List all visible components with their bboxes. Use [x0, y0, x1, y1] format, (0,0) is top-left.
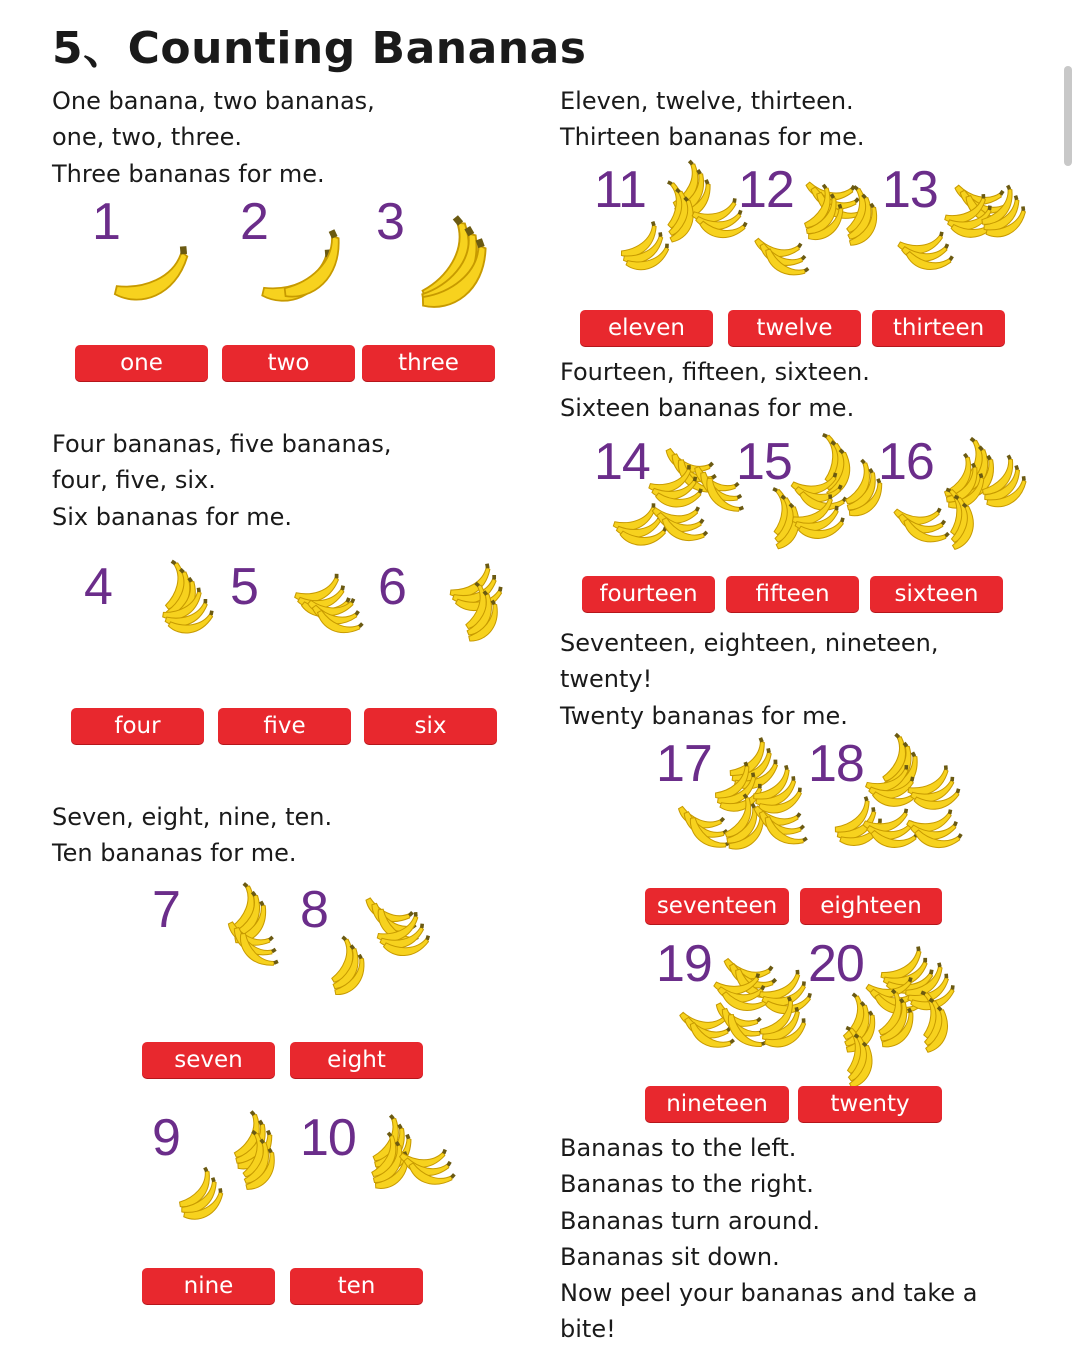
verse-line: Seven, eight, nine, ten.	[52, 803, 333, 831]
number-digit: 16	[878, 433, 934, 491]
number-digit: 18	[808, 735, 864, 793]
verse-line: twenty!	[560, 665, 653, 694]
number-digit: 6	[378, 558, 406, 616]
number-card-18	[808, 735, 948, 868]
number-card-10	[300, 1109, 440, 1242]
number-card-15	[736, 433, 876, 566]
verse-line: Bananas to the right.	[560, 1170, 814, 1199]
verse-line: Now peel your bananas and take a	[560, 1279, 978, 1308]
number-digit: 20	[808, 935, 864, 993]
number-card-4	[84, 558, 224, 691]
verse-line: bite!	[560, 1315, 616, 1344]
number-word-label: fourteen	[582, 576, 715, 612]
number-word-label: thirteen	[872, 310, 1005, 346]
number-card-7	[152, 881, 292, 1014]
number-digit: 2	[240, 193, 268, 251]
verse-6	[560, 625, 939, 734]
number-digit: 1	[92, 193, 120, 251]
banana-bunch-icon	[398, 215, 499, 313]
verse-line: Seventeen, eighteen, nineteen,	[560, 629, 939, 657]
number-digit: 10	[300, 1109, 356, 1167]
number-digit: 19	[656, 935, 712, 993]
banana-bunch-icon	[862, 802, 918, 857]
banana-bunch-icon	[753, 222, 810, 286]
banana-icon	[615, 221, 663, 259]
verse-line: Bananas to the left.	[560, 1134, 797, 1162]
number-word-label: eleven	[580, 310, 713, 346]
number-word-label: eight	[290, 1042, 423, 1078]
number-card-3	[376, 193, 516, 326]
number-word-label: seven	[142, 1042, 275, 1078]
number-card-2	[240, 193, 380, 326]
verse-line: Bananas sit down.	[560, 1242, 780, 1271]
number-digit: 7	[152, 881, 180, 939]
verse-line: Three bananas for me.	[52, 159, 325, 188]
number-card-14	[594, 433, 734, 566]
number-digit: 13	[882, 161, 938, 219]
number-digit: 9	[152, 1109, 180, 1167]
verse-line: Thirteen bananas for me.	[560, 123, 865, 152]
number-word-label: five	[218, 708, 351, 744]
verse-line: Ten bananas for me.	[52, 839, 297, 868]
verse-line: Six bananas for me.	[52, 502, 293, 531]
number-word-label: three	[362, 345, 495, 381]
number-card-11	[594, 161, 734, 294]
number-card-6	[378, 558, 518, 691]
banana-bunch-icon	[615, 221, 669, 271]
number-word-label: sixteen	[870, 576, 1003, 612]
banana-bunch-icon	[678, 995, 735, 1059]
verse-line: Fourteen, fifteen, sixteen.	[560, 358, 870, 386]
number-digit: 8	[300, 881, 328, 939]
number-card-8	[300, 881, 440, 1014]
number-card-16	[878, 433, 1018, 566]
number-card-17	[656, 735, 796, 868]
page-title: 5、Counting Bananas	[52, 23, 587, 74]
banana-bunch-icon	[830, 1026, 884, 1091]
number-word-label: twenty	[798, 1086, 942, 1122]
number-card-13	[882, 161, 1022, 294]
number-digit: 5	[230, 558, 258, 616]
number-word-label: twelve	[728, 310, 861, 346]
number-word-label: one	[75, 345, 208, 381]
number-digit: 17	[656, 735, 712, 793]
banana-bunch-icon	[758, 970, 812, 1020]
verse-2	[52, 426, 392, 535]
verse-line: one, two, three.	[52, 123, 243, 152]
number-word-label: two	[222, 345, 355, 381]
number-word-label: ten	[290, 1268, 423, 1304]
number-card-1	[92, 193, 232, 326]
verse-line: Bananas turn around.	[560, 1206, 821, 1235]
scrollbar[interactable]	[1064, 66, 1072, 166]
banana-bunch-icon	[169, 1167, 225, 1221]
verse-line: Eleven, twelve, thirteen.	[560, 87, 854, 115]
banana-bunch-icon	[906, 802, 963, 858]
verse-line: four, five, six.	[52, 466, 216, 495]
verse-7	[560, 1130, 978, 1348]
number-word-label: eighteen	[800, 888, 942, 924]
verse-line: Four bananas, five bananas,	[52, 430, 392, 458]
banana-bunch-icon	[897, 223, 954, 280]
verse-line: Twenty bananas for me.	[560, 701, 848, 730]
number-card-5	[230, 558, 370, 691]
number-digit: 15	[736, 433, 792, 491]
number-card-20	[808, 935, 948, 1068]
number-digit: 3	[376, 193, 404, 251]
number-word-label: six	[364, 708, 497, 744]
banana-bunch-icon	[317, 936, 375, 999]
number-word-label: nineteen	[645, 1086, 789, 1122]
verse-4	[560, 83, 865, 156]
number-word-label: nine	[142, 1268, 275, 1304]
verse-3	[52, 799, 332, 872]
banana-bunch-icon	[892, 492, 950, 554]
number-card-12	[738, 161, 878, 294]
banana-icon	[111, 246, 190, 302]
number-word-label: four	[71, 708, 204, 744]
number-card-19	[656, 935, 796, 1068]
number-digit: 4	[84, 558, 112, 616]
number-word-label: fifteen	[726, 576, 859, 612]
number-card-9	[152, 1109, 292, 1242]
verse-5	[560, 354, 870, 427]
verse-1	[52, 83, 375, 192]
verse-line: One banana, two bananas,	[52, 87, 375, 115]
number-word-label: seventeen	[645, 888, 789, 924]
number-digit: 12	[738, 161, 794, 219]
number-digit: 14	[594, 433, 650, 491]
number-digit: 11	[594, 161, 646, 219]
verse-line: Sixteen bananas for me.	[560, 394, 855, 423]
